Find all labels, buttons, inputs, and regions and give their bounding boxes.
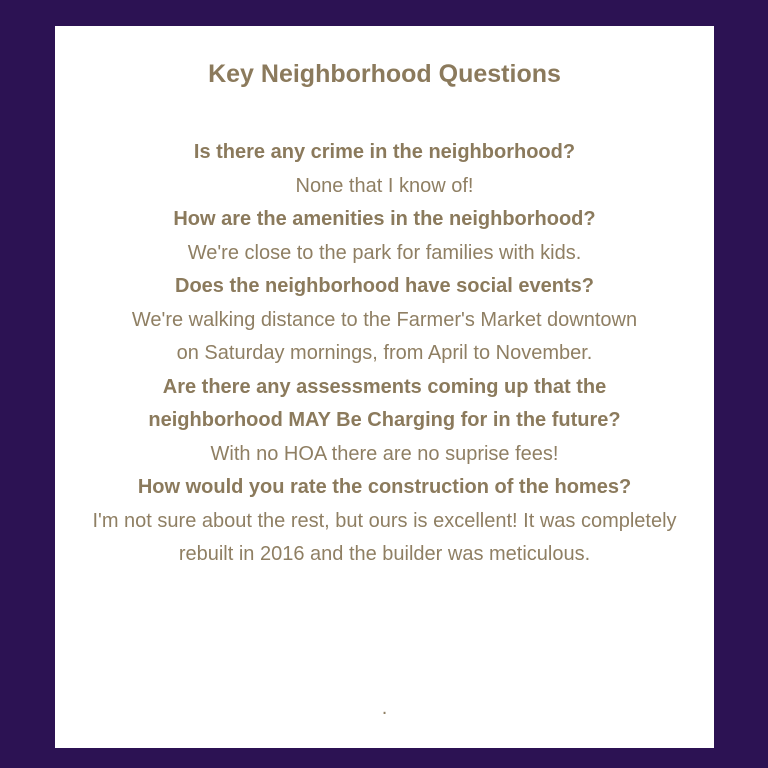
question-social-events: Does the neighborhood have social events? [175,275,594,297]
qa-item-assessments [55,371,714,472]
answer-construction: I'm not sure about the rest, but ours is excellent! It was completely rebuilt in 2016 and the builder was meticulous. [92,509,677,565]
footer-mark: . [381,697,388,719]
qa-item-construction [55,471,714,572]
question-amenities: How are the amenities in the neighborhood? [173,208,596,230]
qa-list [55,136,714,572]
content-card [55,26,714,748]
qa-item-amenities [55,203,714,270]
question-crime: Is there any crime in the neighborhood? [193,141,576,163]
answer-assessments: With no HOA there are no suprise fees! [210,442,559,465]
page-title: Key Neighborhood Questions [208,60,561,88]
qa-item-social-events [55,270,714,371]
qa-item-crime [55,136,714,203]
question-construction: How would you rate the construction of the homes? [137,476,632,498]
question-assessments: Are there any assessments coming up that the neighborhood MAY Be Charging for in the future? [148,375,621,431]
answer-amenities: We're close to the park for families with kids. [187,241,582,264]
answer-crime: None that I know of! [295,174,474,197]
answer-social-events: We're walking distance to the Farmer's Market downtown on Saturday mornings, from April to November. [131,308,638,364]
